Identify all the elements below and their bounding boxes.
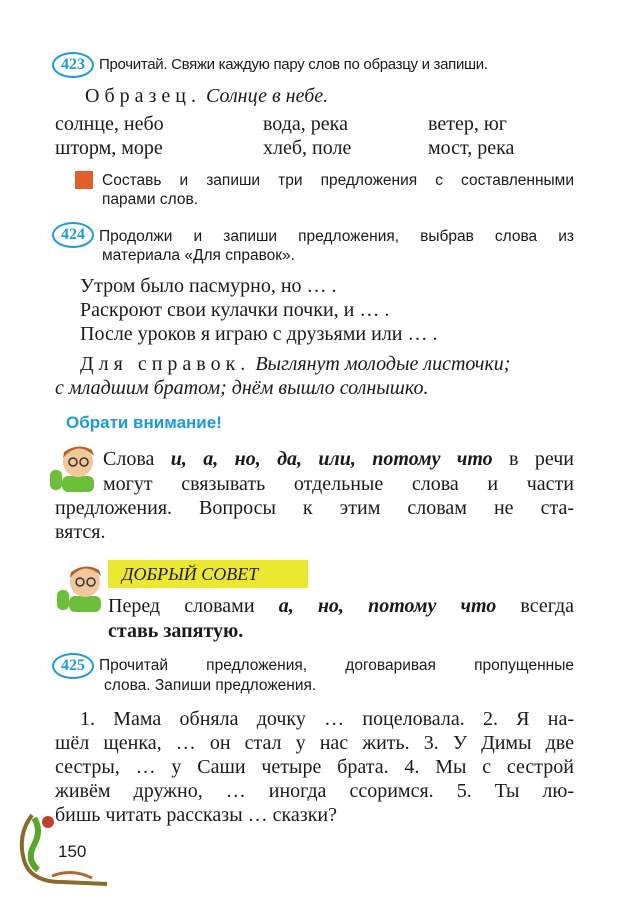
attention-heading: Обрати внимание!	[66, 413, 222, 432]
attention-text: могут связывать отдельные слова и части	[103, 473, 574, 495]
word-pair: мост, река	[428, 137, 515, 159]
exercise-text: бишь читать рассказы … сказки?	[55, 804, 337, 826]
reference-label: Для справок.	[80, 353, 251, 375]
reference	[80, 354, 510, 374]
word-pair: шторм, море	[55, 137, 163, 159]
orange-square-icon	[75, 171, 93, 189]
boy-character-icon	[48, 440, 100, 492]
exercise-number-badge: 424	[52, 222, 94, 248]
page-number: 150	[58, 842, 87, 861]
task-text: Прочитай. Свяжи каждую пару слов по образцу и запиши.	[99, 56, 488, 73]
advice-heading: ДОБРЫЙ СОВЕТ	[122, 564, 259, 584]
sentence: Утром было пасмурно, но … .	[80, 275, 337, 297]
attention-text: вятся.	[55, 521, 106, 543]
subtask-text: парами слов.	[102, 191, 199, 208]
subtask-text: Составь и запиши три предложения с составленными	[102, 172, 574, 189]
task-text: материала «Для справок».	[102, 247, 295, 264]
word-pair: солнце, небо	[55, 113, 164, 135]
sentence: Раскроют свои кулачки почки, и … .	[80, 299, 390, 321]
exercise-text: шёл щенка, … он стал у нас жить. 3. У Димы две	[55, 732, 574, 754]
task-text: Прочитай предложения, договаривая пропущенные	[99, 657, 574, 674]
sentence: После уроков я играю с друзьями или … .	[80, 323, 438, 345]
attention-text-part: в речи	[509, 448, 575, 470]
reference-text: с младшим братом; днём вышло солнышко.	[55, 377, 429, 399]
task-text: слова. Запиши предложения.	[104, 677, 317, 694]
attention-text	[103, 449, 574, 469]
reference-text: Выглянут молодые листочки;	[255, 353, 511, 375]
exercise-text: сестры, … у Саши четыре брата. 4. Мы с сестрой	[55, 756, 574, 778]
exercise-text: 1. Мама обняла дочку … поцеловала. 2. Я на-	[80, 708, 574, 730]
advice-text: ставь запятую.	[108, 620, 244, 642]
sample	[85, 86, 328, 106]
advice-text-part: Перед словами	[108, 595, 255, 617]
conjunctions: а, но, потому что	[278, 595, 497, 617]
exercise-number-badge: 423	[52, 52, 94, 78]
conjunctions: и, а, но, да, или, потому что	[170, 448, 493, 470]
word-pair: ветер, юг	[428, 113, 507, 135]
word-pair: хлеб, поле	[263, 137, 352, 159]
word-pair: вода, река	[263, 113, 348, 135]
exercise-number-badge: 425	[52, 653, 94, 679]
sample-text: Солнце в небе.	[205, 85, 329, 107]
task-text: Продолжи и запиши предложения, выбрав слова из	[99, 228, 574, 245]
advice-text	[108, 596, 574, 616]
attention-text-part: Слова	[103, 448, 155, 470]
advice-text-part: всегда	[520, 595, 575, 617]
sample-label: Образец.	[85, 85, 201, 107]
exercise-text: живём дружно, … иногда ссоримся. 5. Ты лю-	[55, 780, 574, 802]
boy-character-icon	[55, 560, 107, 612]
attention-text: предложения. Вопросы к этим словам не ста-	[55, 497, 574, 519]
